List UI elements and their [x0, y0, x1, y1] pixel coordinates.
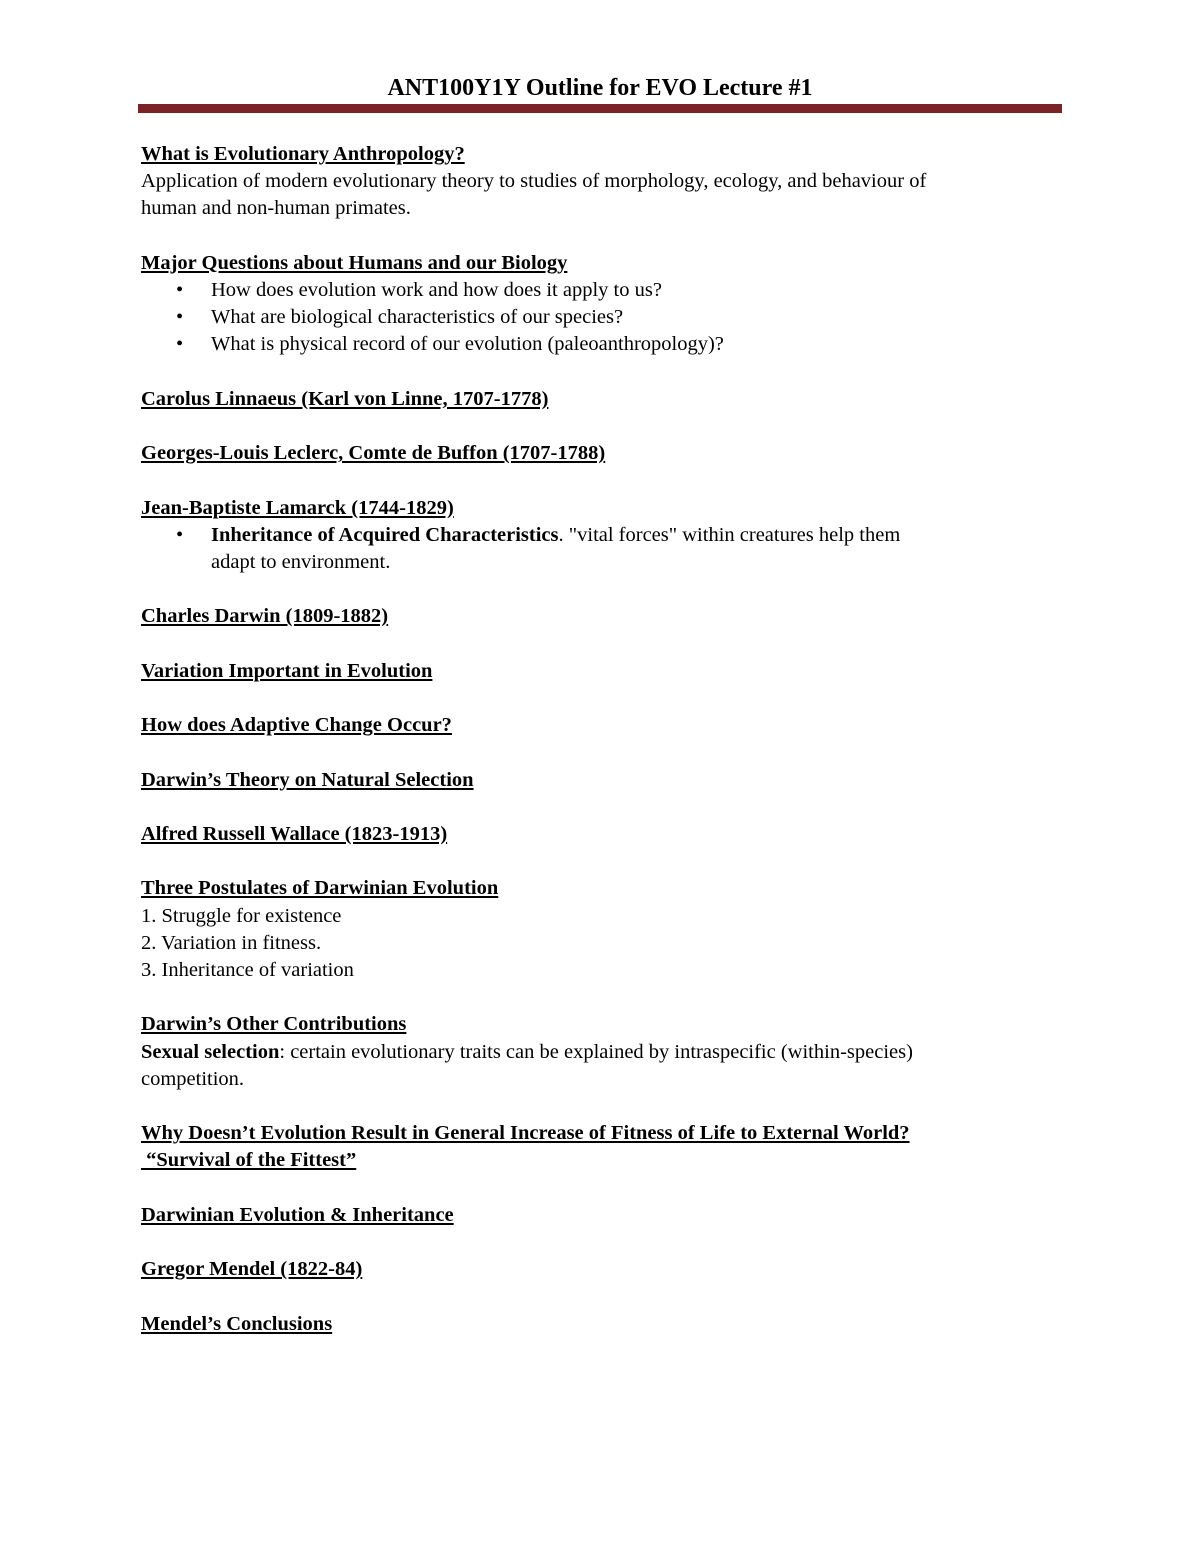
section-wallace — [141, 821, 1061, 848]
section-lamarck — [141, 495, 1061, 577]
section-text: : certain evolutionary traits can be explained by intraspecific (within-species) — [279, 1040, 913, 1063]
section-mendel — [141, 1256, 1061, 1283]
section-heading: Mendel’s Conclusions — [141, 1312, 333, 1335]
section-major-questions — [141, 250, 1061, 359]
section-survival-of-fittest — [141, 1120, 1061, 1174]
section-heading: Darwin’s Other Contributions — [141, 1013, 407, 1036]
section-mendel-conclusions — [141, 1311, 1061, 1338]
term-sexual-selection: Sexual selection — [141, 1040, 280, 1063]
section-heading: Alfred Russell Wallace (1823-1913) — [141, 822, 448, 845]
bullet-icon: • — [176, 523, 184, 546]
list-item — [141, 277, 1061, 304]
bullet-icon: • — [176, 333, 184, 356]
section-darwinian-inheritance — [141, 1202, 1061, 1229]
section-linnaeus — [141, 386, 1061, 413]
outline-content — [141, 141, 1061, 1365]
bullet-list — [141, 277, 1061, 359]
list-item — [141, 304, 1061, 331]
section-heading: Carolus Linnaeus (Karl von Linne, 1707-1778) — [141, 387, 549, 410]
list-item-text: adapt to environment. — [211, 550, 391, 573]
title-divider — [138, 104, 1062, 113]
list-item-text: . "vital forces" within creatures help them — [558, 523, 901, 546]
section-heading: Gregor Mendel (1822-84) — [141, 1258, 363, 1281]
section-natural-selection — [141, 767, 1061, 794]
section-heading: Charles Darwin (1809-1882) — [141, 605, 389, 628]
list-item — [141, 331, 1061, 358]
list-item-term: Inheritance of Acquired Characteristics — [211, 523, 559, 546]
section-heading: “Survival of the Fittest” — [141, 1149, 357, 1172]
list-item-text: How does evolution work and how does it apply to us? — [211, 279, 662, 301]
numbered-item: 3. Inheritance of variation — [141, 958, 354, 981]
section-variation — [141, 658, 1061, 685]
section-heading: Variation Important in Evolution — [141, 659, 433, 682]
document-title: ANT100Y1Y Outline for EVO Lecture #1 — [387, 75, 813, 101]
list-item — [141, 522, 1061, 576]
section-heading: Darwin’s Theory on Natural Selection — [141, 768, 474, 791]
section-heading: How does Adaptive Change Occur? — [141, 714, 452, 737]
section-text: human and non-human primates. — [141, 197, 411, 220]
section-heading: Major Questions about Humans and our Biology — [141, 251, 568, 274]
bullet-icon: • — [176, 279, 184, 301]
section-heading: Georges-Louis Leclerc, Comte de Buffon (1707-1788) — [141, 442, 606, 465]
list-item-text: What are biological characteristics of our species? — [211, 306, 624, 329]
section-heading: What is Evolutionary Anthropology? — [141, 143, 465, 165]
section-buffon — [141, 440, 1061, 467]
section-text: competition. — [141, 1067, 245, 1090]
section-text: Application of modern evolutionary theory to studies of morphology, ecology, and behaviour of — [141, 170, 927, 193]
list-item-text: What is physical record of our evolution (paleoanthropology)? — [211, 333, 724, 356]
section-darwin — [141, 603, 1061, 630]
section-heading: Three Postulates of Darwinian Evolution — [141, 877, 499, 900]
numbered-item: 1. Struggle for existence — [141, 904, 342, 927]
section-evolutionary-anthropology — [141, 141, 1061, 223]
section-other-contributions — [141, 1011, 1061, 1093]
section-three-postulates — [141, 875, 1061, 984]
bullet-list — [141, 522, 1061, 576]
section-heading: Darwinian Evolution & Inheritance — [141, 1203, 454, 1226]
bullet-icon: • — [176, 306, 184, 329]
section-adaptive-change — [141, 712, 1061, 739]
numbered-item: 2. Variation in fitness. — [141, 931, 322, 954]
section-heading: Why Doesn’t Evolution Result in General Increase of Fitness of Life to External World? — [141, 1122, 910, 1145]
section-heading: Jean-Baptiste Lamarck (1744-1829) — [141, 496, 454, 519]
